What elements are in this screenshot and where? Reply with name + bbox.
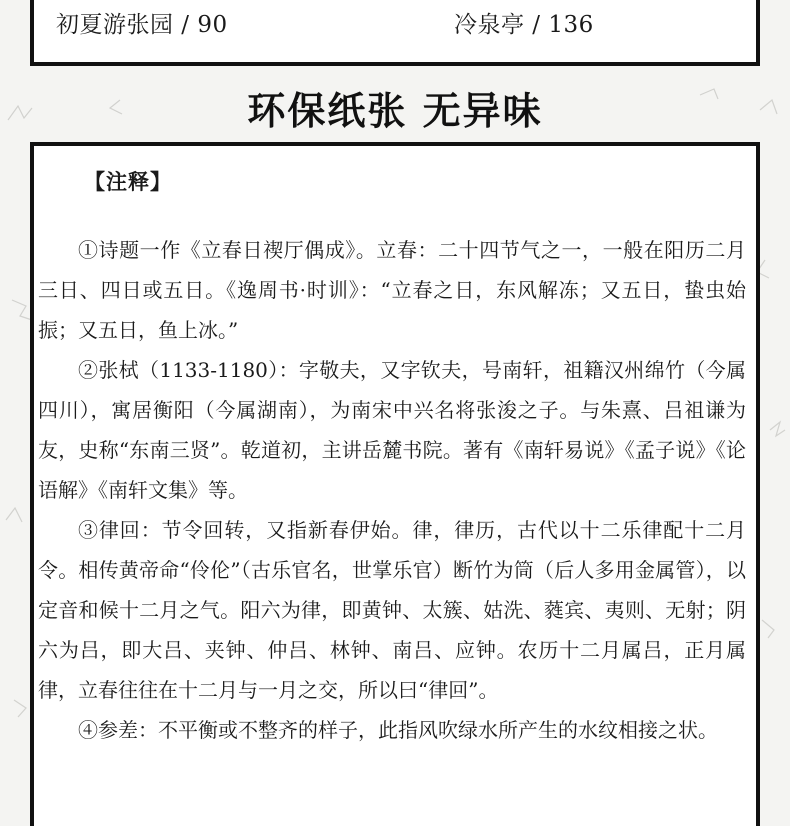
note-paragraph: ①诗题一作《立春日禊厅偶成》。立春：二十四节气之一，一般在阳历二月三日、四日或五日。《逸周书·时训》：“立春之日，东风解冻；又五日，蛰虫始振；又五日，鱼上冰。” xyxy=(38,238,746,342)
note-paragraph: ②张栻（1133-1180）：字敬夫，又字钦夫，号南轩，祖籍汉州绵竹（今属四川），寓居衡阳（今属湖南），为南宋中兴名将张浚之子。与朱熹、吕祖谦为友，史称“东南三贤”。乾道初，主讲岳麓书院。著有《南轩易说》《孟子说》《论语解》《南轩文集》等。 xyxy=(38,358,746,502)
table-of-contents-box xyxy=(30,0,760,66)
toc-entry: 冷泉亭 / 136 xyxy=(454,12,594,38)
note-paragraph: ④参差：不平衡或不整齐的样子，此指风吹绿水所产生的水纹相接之状。 xyxy=(78,718,718,742)
promo-banner-title: 环保纸张 无异味 xyxy=(247,89,543,133)
notes-heading: 【注释】 xyxy=(84,170,172,194)
book-page xyxy=(30,142,760,826)
note-paragraph: ③律回：节令回转，又指新春伊始。律，律历，古代以十二乐律配十二月令。相传黄帝命“伶伦”（古乐官名，世掌乐官）断竹为筒（后人多用金属管），以定音和候十二月之气。阳六为律，即黄钟、太簇、姑洗、蕤宾、夷则、无射；阴六为吕，即大吕、夹钟、仲吕、林钟、南吕、应钟。农历十二月属吕，正月属律，立春往往在十二月与一月之交，所以曰“律回”。 xyxy=(38,518,746,702)
notes-body xyxy=(38,230,746,750)
toc-entry: 初夏游张园 / 90 xyxy=(56,12,228,38)
